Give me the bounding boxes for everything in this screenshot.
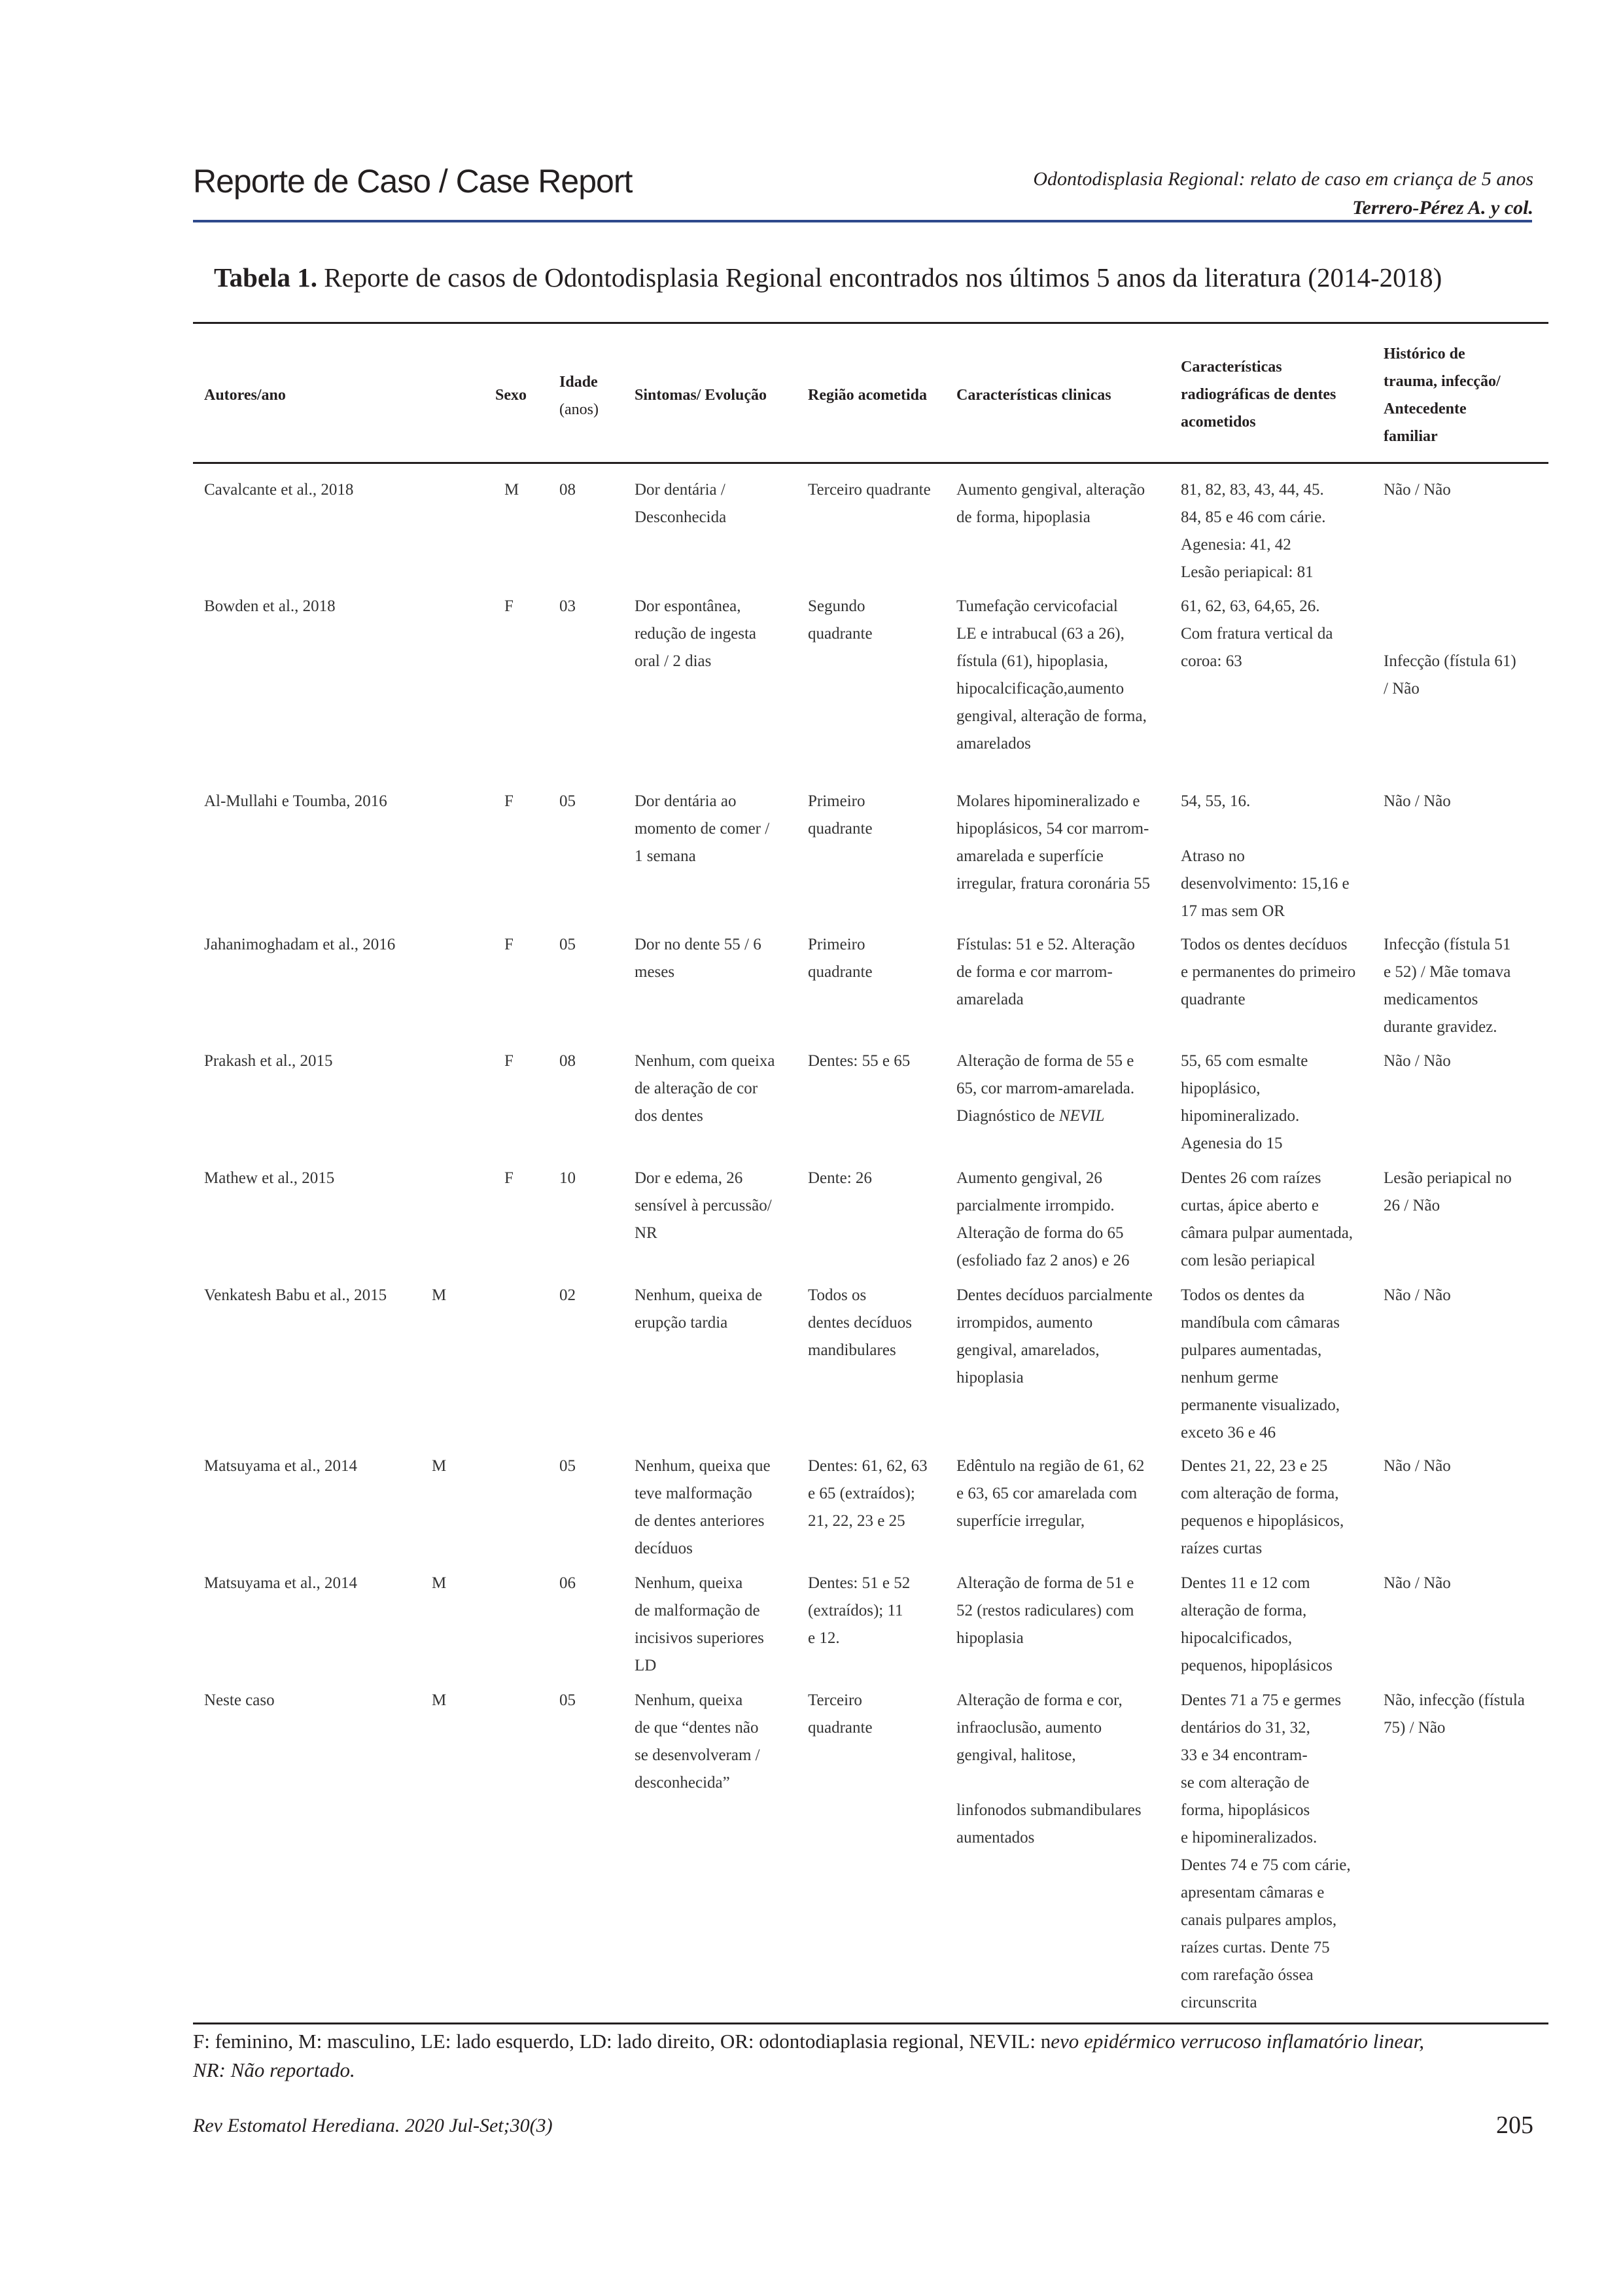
table-cell-clinicas: Molares hipomineralizado e hipoplásicos, 54 cor marrom- amarelada e superfície irregular, fratura coronária 55 <box>956 792 1151 892</box>
table-cell-regiao: Dentes: 51 e 52 (extraídos); 11 e 12. <box>808 1574 911 1647</box>
table-cell-sintomas: Nenhum, queixa que teve malformação de dentes anteriores decíduos <box>635 1457 771 1557</box>
table-cell-regiao: Terceiro quadrante <box>808 481 931 499</box>
table-cell-sintomas: Dor no dente 55 / 6 meses <box>635 936 761 981</box>
table-cell-autor: Al-Mullahi e Toumba, 2016 <box>204 792 387 810</box>
table-cell-historico: Não / Não <box>1384 1286 1451 1304</box>
table-cell-regiao: Dentes: 55 e 65 <box>808 1052 911 1070</box>
table-cell-radiograficas: Dentes 21, 22, 23 e 25 com alteração de forma, pequenos e hipoplásicos, raízes curtas <box>1181 1457 1344 1557</box>
table-cell-clinicas: Alteração de forma de 51 e 52 (restos radiculares) com hipoplasia <box>956 1574 1134 1647</box>
table-cell-autor: Jahanimoghadam et al., 2016 <box>204 936 396 953</box>
table-cell-autor: Mathew et al., 2015 <box>204 1169 335 1187</box>
table-cell-historico: Infecção (fístula 61) / Não <box>1384 652 1516 698</box>
table-title <box>214 262 1442 293</box>
table-cell-sintomas: Dor espontânea, redução de ingesta oral / 2 dias <box>635 597 757 670</box>
table-bottom-rule <box>193 2022 1548 2024</box>
table-cell-idade: 03 <box>559 597 576 615</box>
table-cell-sexo: M <box>432 1574 447 1592</box>
table-cell-regiao: Terceiro quadrante <box>808 1691 873 1737</box>
header-autores: Autores/ano <box>204 387 286 404</box>
table-cell-sintomas: Dor dentária ao momento de comer / 1 semana <box>635 792 770 865</box>
table-cell-sintomas: Nenhum, queixa de que “dentes não se desenvolveram / desconhecida” <box>635 1691 760 1792</box>
journal-citation: Rev Estomatol Herediana. 2020 Jul-Set;30(3) <box>193 2115 553 2136</box>
table-cell-sexo: M <box>432 1286 447 1304</box>
table-cell-radiograficas: 55, 65 com esmalte hipoplásico, hipomineralizado. Agenesia do 15 <box>1181 1052 1308 1152</box>
table-cell-sintomas: Nenhum, queixa de erupção tardia <box>635 1286 763 1332</box>
table-cell-radiograficas: Dentes 71 a 75 e germes dentários do 31, 32, 33 e 34 encontram- se com alteração de forma, hipoplásicos e hipomineralizados. Dentes 74 e 75 com cárie, apresentam câmaras e canais pulpares amplos, raízes curtas. Dente 75 com rarefação óssea circunscrita <box>1181 1691 1351 2011</box>
table-cell-idade: 02 <box>559 1286 576 1304</box>
table-cell-regiao: Primeiro quadrante <box>808 792 873 838</box>
table-title-number: Tabela 1. <box>214 262 317 292</box>
table-footnote: F: feminino, M: masculino, LE: lado esquerdo, LD: lado direito, OR: odontodiaplasia regional, NEVIL: nevo epidérmico verrucoso inflamatório linear, NR: Não reportado. <box>193 2030 1425 2081</box>
table-cell-radiograficas: Dentes 26 com raízes curtas, ápice aberto e câmara pulpar aumentada, com lesão periapical <box>1181 1169 1353 1269</box>
table-cell-autor: Venkatesh Babu et al., 2015 <box>204 1286 387 1304</box>
header-idade: Idade (anos) <box>559 374 599 418</box>
table-cell-clinicas: Aumento gengival, 26 parcialmente irrompido. Alteração de forma do 65 (esfoliado faz 2 anos) e 26 <box>956 1169 1130 1269</box>
table-cell-idade: 06 <box>559 1574 576 1592</box>
table-cell-sexo: M <box>432 1691 447 1709</box>
running-header <box>1033 165 1533 222</box>
table-top-rule <box>193 322 1548 324</box>
article-title: Odontodisplasia Regional: relato de caso em criança de 5 anos <box>1033 168 1533 190</box>
table-cell-historico: Não / Não <box>1384 481 1451 499</box>
table-cell-radiograficas: 54, 55, 16. Atraso no desenvolvimento: 15,16 e 17 mas sem OR <box>1181 792 1350 920</box>
table-cell-clinicas: Tumefação cervicofacial LE e intrabucal (63 a 26), fístula (61), hipoplasia, hipocalcificação,aumento gengival, alteração de forma, amarelados <box>956 597 1147 752</box>
table-cell-regiao: Todos os dentes decíduos mandibulares <box>808 1286 912 1359</box>
header-divider <box>193 220 1532 222</box>
table-cell-historico: Não / Não <box>1384 1574 1451 1592</box>
page-number: 205 <box>1496 2111 1533 2139</box>
table-cell-historico: Não / Não <box>1384 1052 1451 1070</box>
table-cell-idade: 10 <box>559 1169 576 1187</box>
table-cell-idade: 08 <box>559 481 576 499</box>
table-cell-autor: Bowden et al., 2018 <box>204 597 336 615</box>
table-cell-clinicas: Fístulas: 51 e 52. Alteração de forma e cor marrom- amarelada <box>956 936 1135 1008</box>
table-cell-idade: 08 <box>559 1052 576 1070</box>
table-cell-sexo: F <box>504 1169 514 1187</box>
header-radiograficas: Características radiográficas de dentes acometidos <box>1181 359 1336 431</box>
table-cell-sexo: F <box>504 792 514 810</box>
table-cell-sintomas: Nenhum, queixa de malformação de incisivos superiores LD <box>635 1574 764 1674</box>
table-cell-historico: Não, infecção (fístula 75) / Não <box>1384 1691 1525 1737</box>
table-cell-sexo: F <box>504 597 514 615</box>
table-cell-autor: Cavalcante et al., 2018 <box>204 481 354 499</box>
table-cell-clinicas: Edêntulo na região de 61, 62 e 63, 65 cor amarelada com superfície irregular, <box>956 1457 1145 1530</box>
table-cell-clinicas: Alteração de forma e cor, infraoclusão, aumento gengival, halitose, linfonodos submandibulares aumentados <box>956 1691 1142 1846</box>
table-cell-clinicas: Alteração de forma de 55 e 65, cor marrom-amarelada. Diagnóstico de NEVIL <box>956 1052 1135 1125</box>
table-cell-sintomas: Dor e edema, 26 sensível à percussão/ NR <box>635 1169 772 1242</box>
table-cell-historico: Não / Não <box>1384 792 1451 810</box>
section-label: Reporte de Caso / Case Report <box>193 163 633 200</box>
table-cell-regiao: Segundo quadrante <box>808 597 873 643</box>
table-cell-historico: Lesão periapical no 26 / Não <box>1384 1169 1512 1214</box>
table-cell-idade: 05 <box>559 792 576 810</box>
table-cell-autor: Prakash et al., 2015 <box>204 1052 333 1070</box>
table-cell-regiao: Dentes: 61, 62, 63 e 65 (extraídos); 21, 22, 23 e 25 <box>808 1457 928 1530</box>
table-cell-sintomas: Nenhum, com queixa de alteração de cor dos dentes <box>635 1052 775 1125</box>
table-cell-idade: 05 <box>559 1457 576 1475</box>
table-cell-sexo: F <box>504 1052 514 1070</box>
table-cell-radiograficas: 81, 82, 83, 43, 44, 45. 84, 85 e 46 com cárie. Agenesia: 41, 42 Lesão periapical: 81 <box>1181 481 1326 581</box>
header-clinicas: Características clinicas <box>956 387 1111 404</box>
table-cell-radiograficas: 61, 62, 63, 64,65, 26. Com fratura vertical da coroa: 63 <box>1181 597 1333 670</box>
table-cell-radiograficas: Dentes 11 e 12 com alteração de forma, hipocalcificados, pequenos, hipoplásicos <box>1181 1574 1333 1674</box>
article-authors: Terrero-Pérez A. y col. <box>1352 197 1533 219</box>
header-sintomas: Sintomas/ Evolução <box>635 387 767 404</box>
header-sexo: Sexo <box>495 387 527 404</box>
table-cell-idade: 05 <box>559 1691 576 1709</box>
table-cell-regiao: Primeiro quadrante <box>808 936 873 981</box>
table-cell-autor: Neste caso <box>204 1691 275 1709</box>
table-cell-historico: Infecção (fístula 51 e 52) / Mãe tomava medicamentos durante gravidez. <box>1384 936 1511 1036</box>
table-cell-radiograficas: Todos os dentes da mandíbula com câmaras pulpares aumentadas, nenhum germe permanente visualizado, exceto 36 e 46 <box>1181 1286 1340 1441</box>
table-title-text: Reporte de casos de Odontodisplasia Regional encontrados nos últimos 5 anos da literatura (2014-2018) <box>317 262 1442 292</box>
table-cell-sintomas: Dor dentária / Desconhecida <box>635 481 727 526</box>
table-cell-autor: Matsuyama et al., 2014 <box>204 1574 357 1592</box>
table-cell-regiao: Dente: 26 <box>808 1169 872 1187</box>
header-historico: Histórico de trauma, infecção/ Antecedente familiar <box>1384 345 1501 445</box>
table-header-rule <box>193 462 1548 464</box>
table-cell-historico: Não / Não <box>1384 1457 1451 1475</box>
table-cell-autor: Matsuyama et al., 2014 <box>204 1457 357 1475</box>
table-cell-sexo: M <box>432 1457 447 1475</box>
table-cell-radiograficas: Todos os dentes decíduos e permanentes do primeiro quadrante <box>1181 936 1356 1008</box>
table-cell-sexo: F <box>504 936 514 953</box>
table-cell-clinicas: Dentes decíduos parcialmente irrompidos, aumento gengival, amarelados, hipoplasia <box>956 1286 1153 1386</box>
table-cell-clinicas: Aumento gengival, alteração de forma, hipoplasia <box>956 481 1145 526</box>
table-cell-idade: 05 <box>559 936 576 953</box>
header-regiao: Região acometida <box>808 387 927 404</box>
table-cell-sexo: M <box>504 481 519 499</box>
